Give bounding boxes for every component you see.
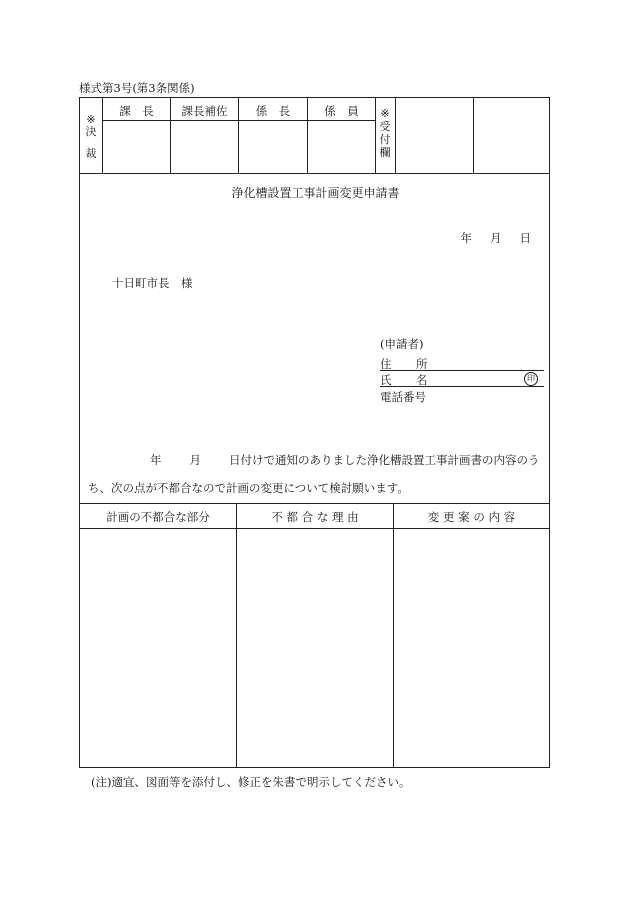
receipt-char: 受 — [379, 120, 391, 133]
approval-label-2: 裁 — [85, 147, 97, 160]
approval-divider — [395, 98, 396, 173]
name-label-2: 名 — [416, 373, 428, 387]
table-header-line — [80, 528, 549, 529]
body-line-1-rest: 日付けで通知のありました浄化槽設置工事計画書の内容のう — [229, 453, 540, 467]
request-line-2: ち、次の点が不都合なので計画の変更について検討願います。 — [88, 481, 409, 495]
table-top-line — [80, 503, 549, 504]
address-field — [380, 356, 544, 371]
receipt-char: 付 — [379, 133, 391, 146]
approval-header-kacho: 課 長 — [119, 104, 154, 118]
address-label-2: 所 — [416, 357, 428, 371]
body-month: 月 — [189, 453, 201, 467]
table-divider — [236, 503, 237, 767]
approval-mark: ※ — [86, 113, 96, 126]
date-day: 日 — [519, 231, 531, 245]
footnote: (注)適宜、図面等を添付し、修正を朱書で明示してください。 — [91, 775, 411, 789]
approval-header-kakaricho: 係 長 — [255, 104, 291, 118]
column-header-part: 計画の不都合な部分 — [106, 510, 210, 524]
phone-label: 電話番号 — [380, 390, 426, 404]
receipt-char: 欄 — [379, 146, 391, 159]
name-field — [380, 372, 544, 387]
date-year: 年 — [460, 231, 472, 245]
application-date — [443, 230, 532, 246]
column-header-change: 変 更 案 の 内 容 — [427, 510, 516, 524]
request-line-1 — [88, 446, 546, 474]
address-label-1: 住 — [380, 357, 392, 371]
applicant-label: (申請者) — [380, 337, 424, 351]
seal-icon: 印 — [524, 372, 538, 386]
approval-label-1: 決 — [85, 125, 97, 138]
approval-header-kakariin: 係 員 — [324, 104, 359, 118]
receipt-mark: ※ — [380, 107, 390, 120]
approval-divider — [375, 98, 376, 173]
approval-header-kacho-hosa: 課長補佐 — [181, 104, 228, 118]
page-title: 浄化槽設置工事計画変更申請書 — [231, 186, 400, 200]
column-header-reason: 不 都 合 な 理 由 — [271, 510, 359, 524]
date-month: 月 — [490, 231, 502, 245]
table-divider — [393, 503, 394, 767]
form-frame — [79, 97, 550, 768]
phone-field — [380, 389, 544, 403]
approval-divider — [473, 98, 474, 173]
body-year: 年 — [150, 453, 162, 467]
addressee: 十日町市長 様 — [112, 276, 193, 290]
name-label-1: 氏 — [380, 373, 392, 387]
request-text — [88, 446, 546, 502]
approval-bottom-line — [80, 173, 549, 174]
form-number: 様式第3号(第3条関係) — [79, 81, 195, 95]
